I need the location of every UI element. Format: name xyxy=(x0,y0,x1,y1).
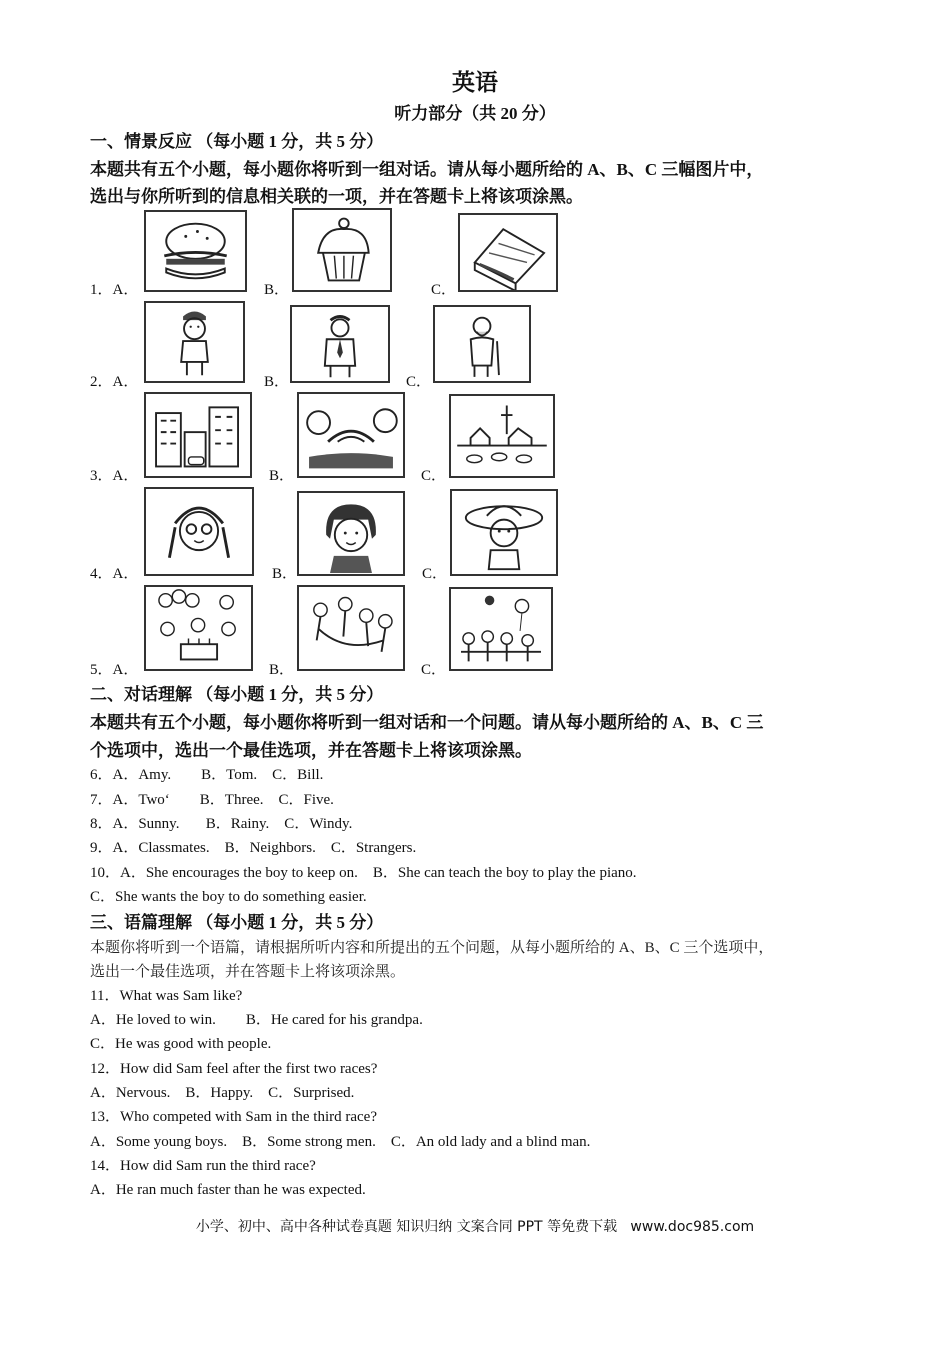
question-13-options: A．Some young boys. B．Some strong men. C．An old lady and a blind man. xyxy=(90,1134,591,1150)
q3-label-b: B． xyxy=(269,468,295,484)
question-14: 14．How did Sam run the third race? xyxy=(90,1158,316,1174)
page-title: 英语 xyxy=(452,70,498,96)
q1-label-c: C． xyxy=(431,282,457,298)
question-12-options: A．Nervous. B．Happy. C．Surprised. xyxy=(90,1085,355,1101)
q5-label-b: B． xyxy=(269,662,295,678)
question-10: 10．A．She encourages the boy to keep on. B．She can teach the boy to play the piano. xyxy=(90,865,637,881)
boy-icon xyxy=(144,301,245,383)
question-9: 9．A．Classmates. B．Neighbors. C．Strangers. xyxy=(90,840,417,856)
question-11-option-c: C．He was good with people. xyxy=(90,1036,272,1052)
dancing-children-icon xyxy=(297,585,405,671)
q2-label-c: C． xyxy=(406,374,432,390)
question-8: 8．A．Sunny. B．Rainy. C．Windy. xyxy=(90,816,353,832)
sandwich-icon xyxy=(458,213,558,292)
park-bridge-icon xyxy=(297,392,405,478)
q3-label-a: 3．A． xyxy=(90,468,139,484)
man-in-suit-icon xyxy=(290,305,390,383)
countryside-farm-icon xyxy=(449,394,555,478)
q5-label-a: 5．A． xyxy=(90,662,139,678)
q5-label-c: C． xyxy=(421,662,447,678)
q2-label-b: B． xyxy=(264,374,290,390)
question-13: 13．Who competed with Sam in the third race? xyxy=(90,1109,377,1125)
question-11-options-ab: A．He loved to win. B．He cared for his grandpa. xyxy=(90,1012,423,1028)
birthday-party-icon xyxy=(144,585,253,671)
section3-heading: 三、语篇理解 （每小题 1 分，共 5 分） xyxy=(90,913,384,932)
q4-label-a: 4．A． xyxy=(90,566,139,582)
section2-instruction-2: 个选项中，选出一个最佳选项，并在答题卡上将该项涂黑。 xyxy=(90,741,532,760)
q3-label-c: C． xyxy=(421,468,447,484)
cupcake-icon xyxy=(292,208,392,292)
question-12: 12．How did Sam feel after the first two races? xyxy=(90,1061,378,1077)
q1-label-b: B． xyxy=(264,282,290,298)
question-10-option-c: C．She wants the boy to do something easier. xyxy=(90,889,367,905)
q4-label-c: C． xyxy=(422,566,448,582)
section1-instruction-1: 本题共有五个小题，每小题你将听到一组对话。请从每小题所给的 A、B、C 三幅图片中， xyxy=(90,160,764,179)
page-subtitle: 听力部分（共 20 分） xyxy=(394,104,556,123)
q2-label-a: 2．A． xyxy=(90,374,139,390)
question-7: 7．A．Two‘ B．Three. C．Five. xyxy=(90,792,334,808)
girl-short-hair-icon xyxy=(297,491,405,576)
section2-heading: 二、对话理解 （每小题 1 分，共 5 分） xyxy=(90,685,384,704)
q4-label-b: B． xyxy=(272,566,298,582)
question-14-option-a: A．He ran much faster than he was expected. xyxy=(90,1182,366,1198)
page-footer: 小学、初中、高中各种试卷真题 知识归纳 文案合同 PPT 等免费下载 www.doc985.com xyxy=(195,1219,755,1235)
kids-with-balloon-icon xyxy=(449,587,553,671)
section3-instruction-1: 本题你将听到一个语篇，请根据所听内容和所提出的五个问题，从每小题所给的 A、B、C 三个选项中， xyxy=(90,940,774,956)
section1-heading: 一、情景反应 （每小题 1 分，共 5 分） xyxy=(90,132,384,151)
girl-with-glasses-icon xyxy=(144,487,254,576)
section1-instruction-2: 选出与你所听到的信息相关联的一项，并在答题卡上将该项涂黑。 xyxy=(90,187,583,206)
question-6: 6．A．Amy. B．Tom. C．Bill. xyxy=(90,767,324,783)
hamburger-icon xyxy=(144,210,247,292)
old-man-icon xyxy=(433,305,531,383)
question-11: 11．What was Sam like? xyxy=(90,988,243,1004)
section2-instruction-1: 本题共有五个小题，每小题你将听到一组对话和一个问题。请从每小题所给的 A、B、C 三 xyxy=(90,713,764,732)
q1-label-a: 1．A． xyxy=(90,282,139,298)
section3-instruction-2: 选出一个最佳选项，并在答题卡上将该项涂黑。 xyxy=(90,964,406,980)
city-buildings-icon xyxy=(144,392,252,478)
girl-with-hat-icon xyxy=(450,489,558,576)
